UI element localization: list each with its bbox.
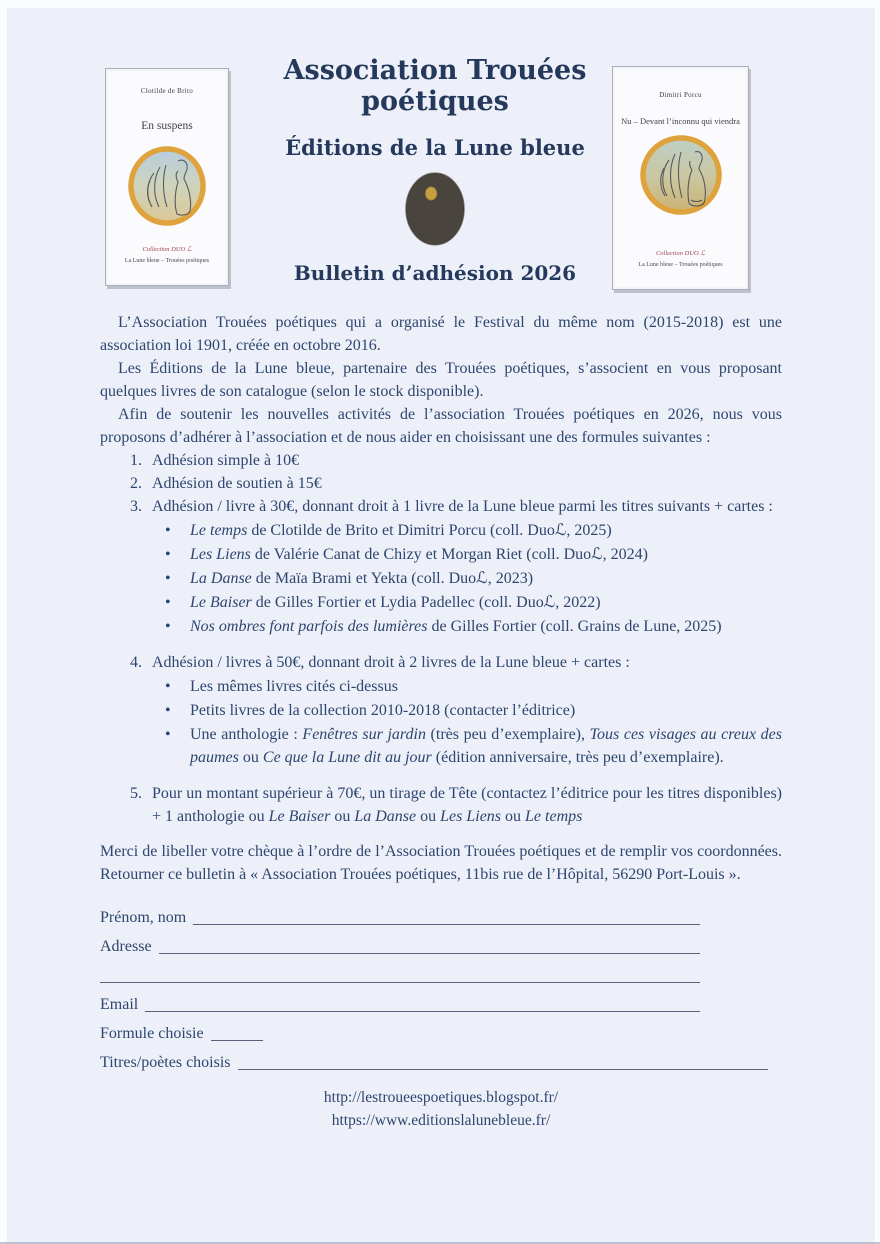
item-text: Adhésion / livre à 30€, donnant droit à 1 livre de la Lune bleue parmi les titres suivants + cartes : [152,498,773,515]
bullet-dot [165,567,190,590]
formula-item-4 [100,651,782,674]
footer-url-editions[interactable]: https://www.editionslalunebleue.fr/ [331,1112,551,1129]
field-label: Prénom, nom [100,909,187,926]
adresse-fill-line-2[interactable] [100,982,700,983]
form-field-titres [100,1045,768,1074]
footer-links [100,1086,782,1132]
form-field-prenom-nom [100,900,700,929]
item-number: 4. [130,654,142,671]
field-label: Email [100,996,139,1013]
header [240,56,630,285]
field-label: Adresse [100,938,152,955]
spacer [100,639,782,651]
item-number: 1. [130,452,142,469]
bullet-dot [165,519,190,542]
form-field-formule [100,1016,782,1045]
adresse-fill-line[interactable] [159,953,700,954]
book-cover-left [105,68,229,286]
cover-publisher-label: La Lune bleue – Trouées poétiques [124,258,210,264]
email-fill-line[interactable] [145,1011,700,1012]
cover-title: En suspens [141,120,193,132]
formula-item-2 [100,472,782,495]
option-bullet: • Les mêmes livres cités ci-dessus [100,675,782,698]
spacer [100,828,782,840]
item-text: Pour un montant supérieur à 70€, un tirage de Tête (contactez l’éditrice pour les titres disponibles) + 1 anthologie ou Le Baiser ou La Danse ou Les Liens ou Le temps [152,785,782,825]
item-text: Adhésion de soutien à 15€ [152,475,322,492]
intro-paragraph-3: Afin de soutenir les nouvelles activités de l’association Trouées poétiques en 2026, nous vous proposons d’adhérer à l’association et de nous aider en choisissant une des formules suivantes : [100,406,782,446]
bullet-dot [165,675,190,698]
bullet-dot [165,543,190,566]
cover-author: Clotilde de Brito [140,87,194,95]
footer-url-blog[interactable]: http://lestroueespoetiques.blogspot.fr/ [323,1089,559,1106]
bulletin-title: Bulletin d’adhésion 2026 [293,260,577,285]
cover-author: Dimitri Porcu [659,91,702,99]
cover-illustration-icon [127,145,207,227]
formula-item-5 [100,782,782,828]
titres-fill-line[interactable] [238,1069,768,1070]
cover-collection-label: Collection DUO ℒ [655,250,706,257]
book-bullet: • Nos ombres font parfois des lumières de Gilles Fortier (coll. Grains de Lune, 2025) [100,615,782,638]
cover-illustration-icon [639,133,723,217]
page-subtitle: Éditions de la Lune bleue [285,134,585,160]
bullet-dot [165,699,190,722]
formula-item-3 [100,495,782,518]
book-bullet: • Le Baiser de Gilles Fortier et Lydia Padellec (coll. Duoℒ, 2022) [100,591,782,614]
form-field-adresse [100,929,700,958]
field-label: Titres/poètes choisis [100,1054,231,1071]
field-label: Formule choisie [100,1025,204,1042]
cover-publisher-label: La Lune bleue – Trouées poétiques [638,262,723,268]
form-field-email [100,987,700,1016]
closing-paragraph: Merci de libeller votre chèque à l’ordre de l’Association Trouées poétiques et de remplir vos coordonnées. Retourner ce bulletin à « Association Trouées poétiques, 11bis rue de l’Hôpital, 56290 Port-Louis ». [100,843,782,883]
prenom-nom-fill-line[interactable] [193,924,700,925]
cover-collection-label: Collection DUO ℒ [142,246,192,253]
membership-form [100,900,782,1074]
item-number: 5. [130,785,142,802]
option-bullet: • Petits livres de la collection 2010-2018 (contacter l’éditrice) [100,699,782,722]
intro-paragraph-2: Les Éditions de la Lune bleue, partenaire des Trouées poétiques, s’associent en vous proposant quelques livres de son catalogue (selon le stock disponible). [100,360,782,400]
book-bullet: • Le temps de Clotilde de Brito et Dimitri Porcu (coll. Duoℒ, 2025) [100,519,782,542]
spacer [100,770,782,782]
bullet-dot [165,591,190,614]
item-text: Adhésion / livres à 50€, donnant droit à 2 livres de la Lune bleue + cartes : [152,654,630,671]
intro-paragraph-1: L’Association Trouées poétiques qui a organisé le Festival du même nom (2015-2018) est une association loi 1901, créée en octobre 2016. [100,314,782,354]
book-bullet: • La Danse de Maïa Brami et Yekta (coll. Duoℒ, 2023) [100,567,782,590]
option-bullet: • Une anthologie : Fenêtres sur jardin (très peu d’exemplaire), Tous ces visages au creux des paumes ou Ce que la Lune dit au jour (édition anniversaire, très peu d’exemplaire). [100,723,782,769]
item-number: 2. [130,475,142,492]
cover-title: Nu – Devant l’inconnu qui viendra [621,116,740,126]
book-bullet: • Les Liens de Valérie Canat de Chizy et Morgan Riet (coll. Duoℒ, 2024) [100,543,782,566]
formula-item-1 [100,449,782,472]
lune-bleue-logo-icon [404,171,466,247]
book-cover-right [612,66,749,290]
bullet-dot [165,723,190,769]
form-field-adresse-line2 [100,958,700,987]
item-text: Adhésion simple à 10€ [152,452,300,469]
bullet-dot [165,615,190,638]
formule-fill-line[interactable] [211,1040,263,1041]
page-title: Association Trouées poétiques [283,55,587,117]
main-text [100,311,782,1132]
item-number: 3. [130,498,142,515]
